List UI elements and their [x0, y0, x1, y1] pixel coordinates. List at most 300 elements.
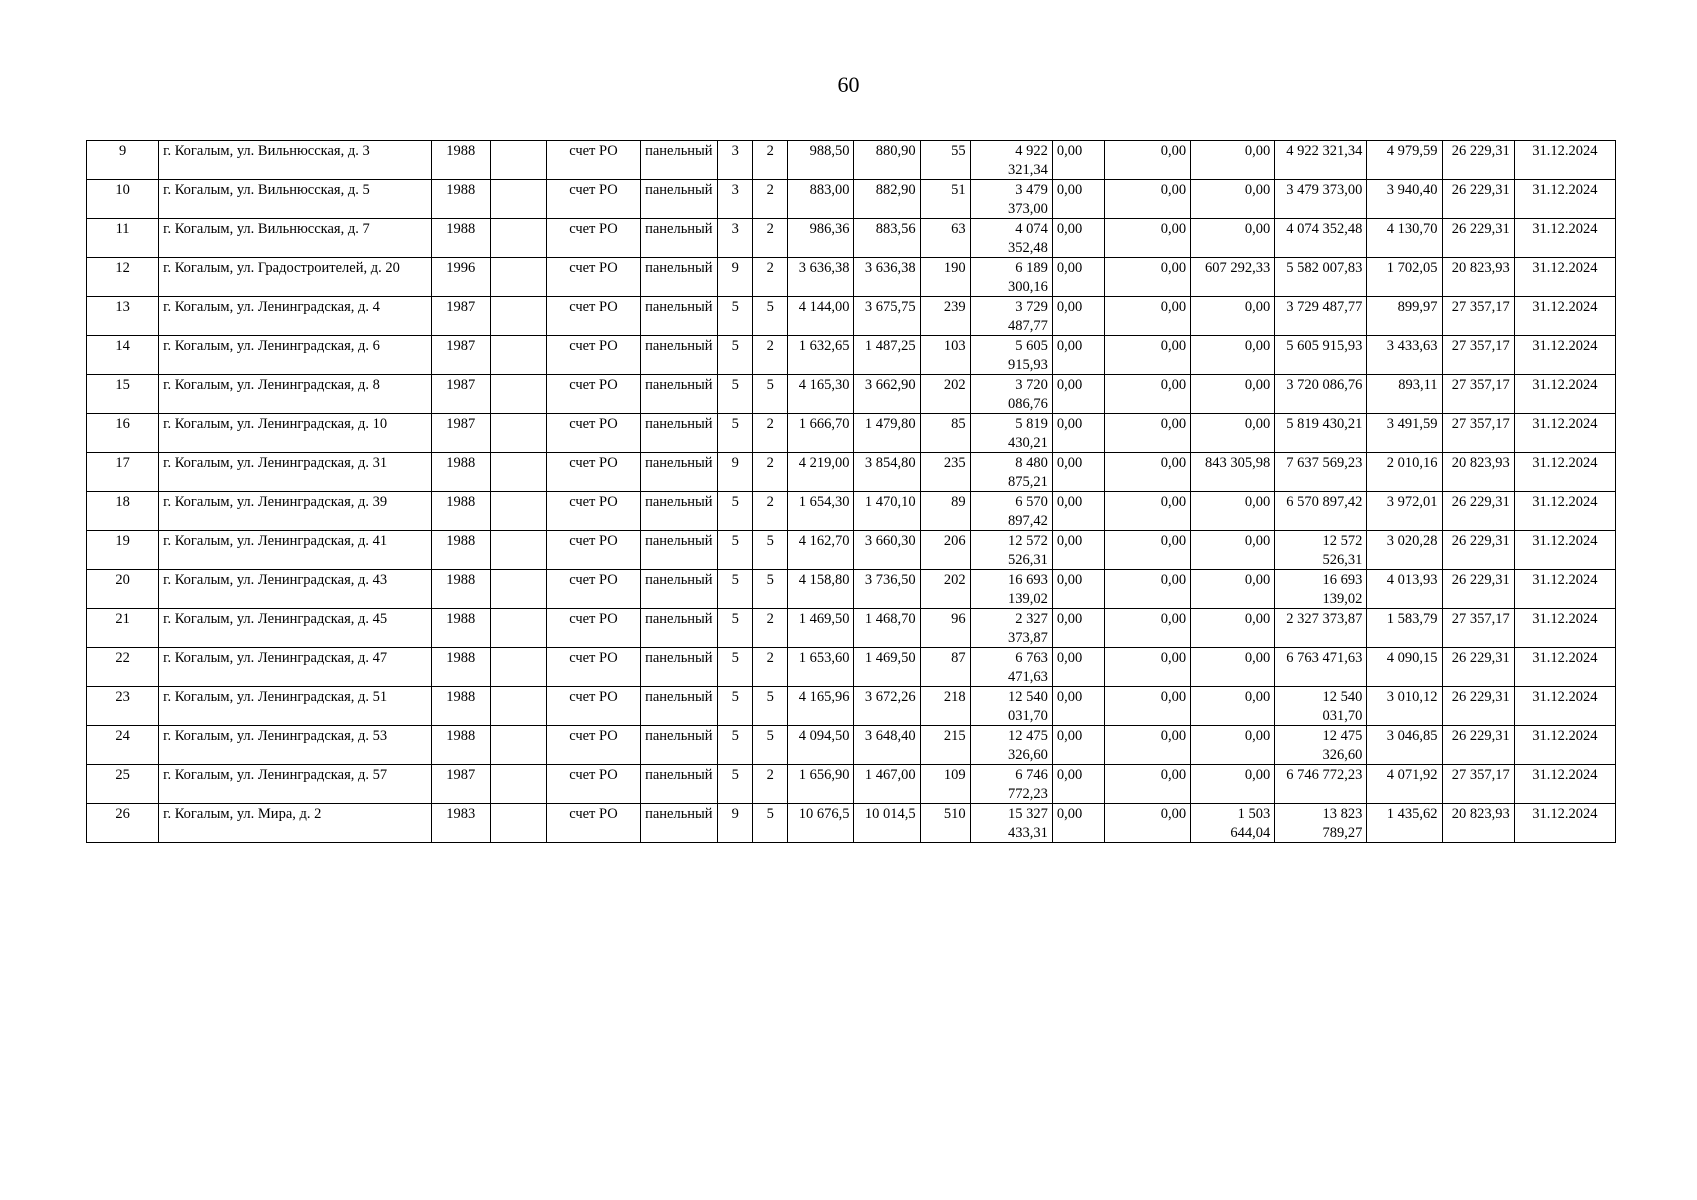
table-row — [87, 609, 1616, 648]
total-cost-cell: 16 693 139,02 — [970, 570, 1052, 609]
entrances-cell: 2 — [753, 765, 788, 804]
cost-source-1-cell: 0,00 — [1052, 180, 1104, 219]
empty-cell — [490, 297, 546, 336]
table-row — [87, 414, 1616, 453]
residents-cell: 109 — [920, 765, 970, 804]
table-row — [87, 531, 1616, 570]
cost-source-2-cell: 0,00 — [1104, 726, 1190, 765]
floors-cell: 9 — [718, 804, 753, 843]
address-cell: г. Когалым, ул. Ленинградская, д. 57 — [159, 765, 432, 804]
year-cell: 1996 — [431, 258, 490, 297]
cost-source-1-cell: 0,00 — [1052, 492, 1104, 531]
cost-source-2-cell: 0,00 — [1104, 609, 1190, 648]
row-number-cell: 10 — [87, 180, 159, 219]
table-row — [87, 570, 1616, 609]
entrances-cell: 2 — [753, 453, 788, 492]
year-cell: 1988 — [431, 219, 490, 258]
residents-cell: 215 — [920, 726, 970, 765]
cost-source-2-cell: 0,00 — [1104, 648, 1190, 687]
total-cost-cell: 4 074 352,48 — [970, 219, 1052, 258]
max-unit-cost-cell: 26 229,31 — [1442, 180, 1514, 219]
residents-cell: 202 — [920, 570, 970, 609]
cost-source-3-cell: 0,00 — [1191, 336, 1275, 375]
entrances-cell: 5 — [753, 297, 788, 336]
living-area-cell: 1 468,70 — [854, 609, 920, 648]
table-row — [87, 297, 1616, 336]
cost-source-2-cell: 0,00 — [1104, 492, 1190, 531]
cost-source-2-cell: 0,00 — [1104, 765, 1190, 804]
total-area-cell: 1 632,65 — [788, 336, 854, 375]
cost-source-3-cell: 0,00 — [1191, 570, 1275, 609]
fund-cell: счет РО — [546, 609, 640, 648]
table-row — [87, 687, 1616, 726]
cost-source-3-cell: 1 503 644,04 — [1191, 804, 1275, 843]
cost-source-4-cell: 5 819 430,21 — [1275, 414, 1367, 453]
cost-source-2-cell: 0,00 — [1104, 336, 1190, 375]
empty-cell — [490, 726, 546, 765]
max-unit-cost-cell: 26 229,31 — [1442, 726, 1514, 765]
cost-source-1-cell: 0,00 — [1052, 219, 1104, 258]
residents-cell: 103 — [920, 336, 970, 375]
total-area-cell: 1 654,30 — [788, 492, 854, 531]
cost-source-3-cell: 607 292,33 — [1191, 258, 1275, 297]
cost-source-1-cell: 0,00 — [1052, 453, 1104, 492]
row-number-cell: 20 — [87, 570, 159, 609]
living-area-cell: 883,56 — [854, 219, 920, 258]
cost-source-2-cell: 0,00 — [1104, 258, 1190, 297]
fund-cell: счет РО — [546, 336, 640, 375]
wall-material-cell: панельный — [641, 531, 718, 570]
max-unit-cost-cell: 27 357,17 — [1442, 375, 1514, 414]
total-area-cell: 4 144,00 — [788, 297, 854, 336]
address-cell: г. Когалым, ул. Вильнюсская, д. 7 — [159, 219, 432, 258]
row-number-cell: 24 — [87, 726, 159, 765]
cost-source-2-cell: 0,00 — [1104, 804, 1190, 843]
row-number-cell: 12 — [87, 258, 159, 297]
cost-source-4-cell: 12 475 326,60 — [1275, 726, 1367, 765]
table-row — [87, 258, 1616, 297]
max-unit-cost-cell: 27 357,17 — [1442, 336, 1514, 375]
total-cost-cell: 12 475 326,60 — [970, 726, 1052, 765]
cost-source-4-cell: 4 922 321,34 — [1275, 141, 1367, 180]
row-number-cell: 22 — [87, 648, 159, 687]
max-unit-cost-cell: 26 229,31 — [1442, 219, 1514, 258]
cost-source-1-cell: 0,00 — [1052, 609, 1104, 648]
year-cell: 1988 — [431, 531, 490, 570]
row-number-cell: 9 — [87, 141, 159, 180]
total-area-cell: 4 219,00 — [788, 453, 854, 492]
deadline-date-cell: 31.12.2024 — [1514, 726, 1615, 765]
fund-cell: счет РО — [546, 804, 640, 843]
living-area-cell: 3 636,38 — [854, 258, 920, 297]
unit-cost-cell: 3 020,28 — [1367, 531, 1442, 570]
fund-cell: счет РО — [546, 492, 640, 531]
address-cell: г. Когалым, ул. Вильнюсская, д. 5 — [159, 180, 432, 219]
entrances-cell: 2 — [753, 414, 788, 453]
deadline-date-cell: 31.12.2024 — [1514, 804, 1615, 843]
floors-cell: 3 — [718, 180, 753, 219]
year-cell: 1988 — [431, 609, 490, 648]
row-number-cell: 23 — [87, 687, 159, 726]
cost-source-3-cell: 0,00 — [1191, 609, 1275, 648]
wall-material-cell: панельный — [641, 375, 718, 414]
year-cell: 1988 — [431, 141, 490, 180]
wall-material-cell: панельный — [641, 297, 718, 336]
floors-cell: 3 — [718, 141, 753, 180]
housing-registry-table — [86, 140, 1616, 843]
cost-source-2-cell: 0,00 — [1104, 219, 1190, 258]
cost-source-4-cell: 7 637 569,23 — [1275, 453, 1367, 492]
address-cell: г. Когалым, ул. Ленинградская, д. 51 — [159, 687, 432, 726]
cost-source-3-cell: 0,00 — [1191, 141, 1275, 180]
deadline-date-cell: 31.12.2024 — [1514, 141, 1615, 180]
deadline-date-cell: 31.12.2024 — [1514, 492, 1615, 531]
total-cost-cell: 2 327 373,87 — [970, 609, 1052, 648]
unit-cost-cell: 3 010,12 — [1367, 687, 1442, 726]
address-cell: г. Когалым, ул. Ленинградская, д. 6 — [159, 336, 432, 375]
cost-source-2-cell: 0,00 — [1104, 375, 1190, 414]
total-cost-cell: 3 479 373,00 — [970, 180, 1052, 219]
year-cell: 1987 — [431, 765, 490, 804]
living-area-cell: 882,90 — [854, 180, 920, 219]
total-area-cell: 4 158,80 — [788, 570, 854, 609]
address-cell: г. Когалым, ул. Ленинградская, д. 43 — [159, 570, 432, 609]
year-cell: 1988 — [431, 453, 490, 492]
cost-source-1-cell: 0,00 — [1052, 648, 1104, 687]
floors-cell: 5 — [718, 609, 753, 648]
year-cell: 1988 — [431, 687, 490, 726]
fund-cell: счет РО — [546, 648, 640, 687]
floors-cell: 5 — [718, 570, 753, 609]
entrances-cell: 2 — [753, 492, 788, 531]
entrances-cell: 5 — [753, 726, 788, 765]
year-cell: 1987 — [431, 297, 490, 336]
cost-source-1-cell: 0,00 — [1052, 804, 1104, 843]
total-cost-cell: 4 922 321,34 — [970, 141, 1052, 180]
deadline-date-cell: 31.12.2024 — [1514, 258, 1615, 297]
cost-source-1-cell: 0,00 — [1052, 414, 1104, 453]
cost-source-2-cell: 0,00 — [1104, 414, 1190, 453]
cost-source-2-cell: 0,00 — [1104, 453, 1190, 492]
residents-cell: 89 — [920, 492, 970, 531]
max-unit-cost-cell: 26 229,31 — [1442, 648, 1514, 687]
cost-source-4-cell: 6 746 772,23 — [1275, 765, 1367, 804]
max-unit-cost-cell: 27 357,17 — [1442, 609, 1514, 648]
wall-material-cell: панельный — [641, 765, 718, 804]
cost-source-3-cell: 0,00 — [1191, 492, 1275, 531]
cost-source-3-cell: 0,00 — [1191, 297, 1275, 336]
cost-source-3-cell: 0,00 — [1191, 648, 1275, 687]
entrances-cell: 2 — [753, 141, 788, 180]
empty-cell — [490, 804, 546, 843]
entrances-cell: 5 — [753, 804, 788, 843]
cost-source-4-cell: 5 582 007,83 — [1275, 258, 1367, 297]
residents-cell: 239 — [920, 297, 970, 336]
living-area-cell: 3 662,90 — [854, 375, 920, 414]
max-unit-cost-cell: 27 357,17 — [1442, 414, 1514, 453]
empty-cell — [490, 180, 546, 219]
wall-material-cell: панельный — [641, 726, 718, 765]
row-number-cell: 17 — [87, 453, 159, 492]
floors-cell: 5 — [718, 648, 753, 687]
cost-source-1-cell: 0,00 — [1052, 570, 1104, 609]
cost-source-2-cell: 0,00 — [1104, 297, 1190, 336]
table-row — [87, 141, 1616, 180]
total-area-cell: 4 165,30 — [788, 375, 854, 414]
residents-cell: 218 — [920, 687, 970, 726]
floors-cell: 5 — [718, 336, 753, 375]
empty-cell — [490, 258, 546, 297]
total-cost-cell: 6 570 897,42 — [970, 492, 1052, 531]
entrances-cell: 5 — [753, 531, 788, 570]
deadline-date-cell: 31.12.2024 — [1514, 531, 1615, 570]
address-cell: г. Когалым, ул. Мира, д. 2 — [159, 804, 432, 843]
table-row — [87, 765, 1616, 804]
total-area-cell: 4 165,96 — [788, 687, 854, 726]
cost-source-4-cell: 3 479 373,00 — [1275, 180, 1367, 219]
cost-source-4-cell: 4 074 352,48 — [1275, 219, 1367, 258]
wall-material-cell: панельный — [641, 141, 718, 180]
total-area-cell: 4 162,70 — [788, 531, 854, 570]
total-cost-cell: 12 540 031,70 — [970, 687, 1052, 726]
max-unit-cost-cell: 20 823,93 — [1442, 804, 1514, 843]
table-body — [87, 141, 1616, 843]
total-cost-cell: 3 729 487,77 — [970, 297, 1052, 336]
floors-cell: 5 — [718, 297, 753, 336]
cost-source-3-cell: 0,00 — [1191, 765, 1275, 804]
address-cell: г. Когалым, ул. Ленинградская, д. 10 — [159, 414, 432, 453]
fund-cell: счет РО — [546, 570, 640, 609]
wall-material-cell: панельный — [641, 648, 718, 687]
year-cell: 1983 — [431, 804, 490, 843]
cost-source-1-cell: 0,00 — [1052, 687, 1104, 726]
cost-source-2-cell: 0,00 — [1104, 141, 1190, 180]
cost-source-3-cell: 0,00 — [1191, 375, 1275, 414]
cost-source-3-cell: 0,00 — [1191, 531, 1275, 570]
total-cost-cell: 6 189 300,16 — [970, 258, 1052, 297]
floors-cell: 5 — [718, 765, 753, 804]
cost-source-4-cell: 3 720 086,76 — [1275, 375, 1367, 414]
floors-cell: 5 — [718, 375, 753, 414]
floors-cell: 5 — [718, 726, 753, 765]
fund-cell: счет РО — [546, 297, 640, 336]
unit-cost-cell: 1 583,79 — [1367, 609, 1442, 648]
living-area-cell: 1 470,10 — [854, 492, 920, 531]
empty-cell — [490, 336, 546, 375]
page-number: 60 — [837, 72, 860, 97]
empty-cell — [490, 141, 546, 180]
unit-cost-cell: 1 702,05 — [1367, 258, 1442, 297]
row-number-cell: 25 — [87, 765, 159, 804]
total-area-cell: 1 469,50 — [788, 609, 854, 648]
total-cost-cell: 6 763 471,63 — [970, 648, 1052, 687]
residents-cell: 202 — [920, 375, 970, 414]
unit-cost-cell: 1 435,62 — [1367, 804, 1442, 843]
empty-cell — [490, 570, 546, 609]
fund-cell: счет РО — [546, 453, 640, 492]
cost-source-1-cell: 0,00 — [1052, 531, 1104, 570]
total-cost-cell: 5 605 915,93 — [970, 336, 1052, 375]
wall-material-cell: панельный — [641, 570, 718, 609]
deadline-date-cell: 31.12.2024 — [1514, 414, 1615, 453]
cost-source-2-cell: 0,00 — [1104, 531, 1190, 570]
year-cell: 1988 — [431, 570, 490, 609]
cost-source-3-cell: 0,00 — [1191, 414, 1275, 453]
unit-cost-cell: 4 090,15 — [1367, 648, 1442, 687]
year-cell: 1988 — [431, 648, 490, 687]
empty-cell — [490, 219, 546, 258]
residents-cell: 55 — [920, 141, 970, 180]
fund-cell: счет РО — [546, 180, 640, 219]
year-cell: 1987 — [431, 336, 490, 375]
address-cell: г. Когалым, ул. Ленинградская, д. 41 — [159, 531, 432, 570]
wall-material-cell: панельный — [641, 180, 718, 219]
max-unit-cost-cell: 26 229,31 — [1442, 531, 1514, 570]
residents-cell: 85 — [920, 414, 970, 453]
unit-cost-cell: 3 491,59 — [1367, 414, 1442, 453]
row-number-cell: 26 — [87, 804, 159, 843]
wall-material-cell: панельный — [641, 219, 718, 258]
residents-cell: 206 — [920, 531, 970, 570]
row-number-cell: 16 — [87, 414, 159, 453]
floors-cell: 3 — [718, 219, 753, 258]
table-row — [87, 648, 1616, 687]
address-cell: г. Когалым, ул. Ленинградская, д. 47 — [159, 648, 432, 687]
deadline-date-cell: 31.12.2024 — [1514, 336, 1615, 375]
address-cell: г. Когалым, ул. Ленинградская, д. 53 — [159, 726, 432, 765]
living-area-cell: 3 854,80 — [854, 453, 920, 492]
floors-cell: 9 — [718, 453, 753, 492]
living-area-cell: 3 672,26 — [854, 687, 920, 726]
wall-material-cell: панельный — [641, 414, 718, 453]
deadline-date-cell: 31.12.2024 — [1514, 687, 1615, 726]
cost-source-4-cell: 12 540 031,70 — [1275, 687, 1367, 726]
living-area-cell: 3 736,50 — [854, 570, 920, 609]
total-cost-cell: 5 819 430,21 — [970, 414, 1052, 453]
empty-cell — [490, 609, 546, 648]
year-cell: 1987 — [431, 375, 490, 414]
living-area-cell: 3 675,75 — [854, 297, 920, 336]
residents-cell: 510 — [920, 804, 970, 843]
cost-source-4-cell: 3 729 487,77 — [1275, 297, 1367, 336]
cost-source-1-cell: 0,00 — [1052, 258, 1104, 297]
fund-cell: счет РО — [546, 531, 640, 570]
cost-source-1-cell: 0,00 — [1052, 375, 1104, 414]
cost-source-1-cell: 0,00 — [1052, 141, 1104, 180]
entrances-cell: 2 — [753, 219, 788, 258]
living-area-cell: 1 469,50 — [854, 648, 920, 687]
empty-cell — [490, 453, 546, 492]
total-area-cell: 1 666,70 — [788, 414, 854, 453]
total-cost-cell: 3 720 086,76 — [970, 375, 1052, 414]
table-row — [87, 453, 1616, 492]
empty-cell — [490, 531, 546, 570]
row-number-cell: 18 — [87, 492, 159, 531]
table-row — [87, 375, 1616, 414]
floors-cell: 5 — [718, 531, 753, 570]
total-cost-cell: 12 572 526,31 — [970, 531, 1052, 570]
entrances-cell: 2 — [753, 648, 788, 687]
cost-source-2-cell: 0,00 — [1104, 180, 1190, 219]
fund-cell: счет РО — [546, 726, 640, 765]
fund-cell: счет РО — [546, 375, 640, 414]
deadline-date-cell: 31.12.2024 — [1514, 648, 1615, 687]
living-area-cell: 3 660,30 — [854, 531, 920, 570]
row-number-cell: 13 — [87, 297, 159, 336]
cost-source-3-cell: 0,00 — [1191, 180, 1275, 219]
address-cell: г. Когалым, ул. Градостроителей, д. 20 — [159, 258, 432, 297]
floors-cell: 5 — [718, 687, 753, 726]
total-cost-cell: 15 327 433,31 — [970, 804, 1052, 843]
max-unit-cost-cell: 26 229,31 — [1442, 687, 1514, 726]
unit-cost-cell: 4 013,93 — [1367, 570, 1442, 609]
address-cell: г. Когалым, ул. Ленинградская, д. 8 — [159, 375, 432, 414]
total-area-cell: 988,50 — [788, 141, 854, 180]
entrances-cell: 2 — [753, 609, 788, 648]
unit-cost-cell: 2 010,16 — [1367, 453, 1442, 492]
empty-cell — [490, 375, 546, 414]
living-area-cell: 1 479,80 — [854, 414, 920, 453]
max-unit-cost-cell: 26 229,31 — [1442, 570, 1514, 609]
living-area-cell: 3 648,40 — [854, 726, 920, 765]
year-cell: 1987 — [431, 414, 490, 453]
wall-material-cell: панельный — [641, 453, 718, 492]
living-area-cell: 1 467,00 — [854, 765, 920, 804]
total-area-cell: 4 094,50 — [788, 726, 854, 765]
unit-cost-cell: 893,11 — [1367, 375, 1442, 414]
cost-source-4-cell: 13 823 789,27 — [1275, 804, 1367, 843]
fund-cell: счет РО — [546, 258, 640, 297]
residents-cell: 235 — [920, 453, 970, 492]
deadline-date-cell: 31.12.2024 — [1514, 765, 1615, 804]
address-cell: г. Когалым, ул. Ленинградская, д. 45 — [159, 609, 432, 648]
address-cell: г. Когалым, ул. Ленинградская, д. 39 — [159, 492, 432, 531]
cost-source-4-cell: 12 572 526,31 — [1275, 531, 1367, 570]
unit-cost-cell: 899,97 — [1367, 297, 1442, 336]
cost-source-2-cell: 0,00 — [1104, 570, 1190, 609]
entrances-cell: 5 — [753, 375, 788, 414]
table-row — [87, 492, 1616, 531]
unit-cost-cell: 4 071,92 — [1367, 765, 1442, 804]
wall-material-cell: панельный — [641, 336, 718, 375]
entrances-cell: 5 — [753, 687, 788, 726]
empty-cell — [490, 414, 546, 453]
cost-source-3-cell: 0,00 — [1191, 219, 1275, 258]
max-unit-cost-cell: 26 229,31 — [1442, 141, 1514, 180]
entrances-cell: 5 — [753, 570, 788, 609]
cost-source-3-cell: 0,00 — [1191, 726, 1275, 765]
total-area-cell: 1 656,90 — [788, 765, 854, 804]
year-cell: 1988 — [431, 726, 490, 765]
total-area-cell: 10 676,5 — [788, 804, 854, 843]
total-cost-cell: 8 480 875,21 — [970, 453, 1052, 492]
empty-cell — [490, 648, 546, 687]
row-number-cell: 11 — [87, 219, 159, 258]
deadline-date-cell: 31.12.2024 — [1514, 570, 1615, 609]
total-area-cell: 3 636,38 — [788, 258, 854, 297]
cost-source-4-cell: 5 605 915,93 — [1275, 336, 1367, 375]
floors-cell: 5 — [718, 492, 753, 531]
fund-cell: счет РО — [546, 141, 640, 180]
cost-source-4-cell: 16 693 139,02 — [1275, 570, 1367, 609]
wall-material-cell: панельный — [641, 687, 718, 726]
empty-cell — [490, 687, 546, 726]
max-unit-cost-cell: 20 823,93 — [1442, 453, 1514, 492]
wall-material-cell: панельный — [641, 492, 718, 531]
cost-source-1-cell: 0,00 — [1052, 765, 1104, 804]
fund-cell: счет РО — [546, 765, 640, 804]
unit-cost-cell: 4 979,59 — [1367, 141, 1442, 180]
